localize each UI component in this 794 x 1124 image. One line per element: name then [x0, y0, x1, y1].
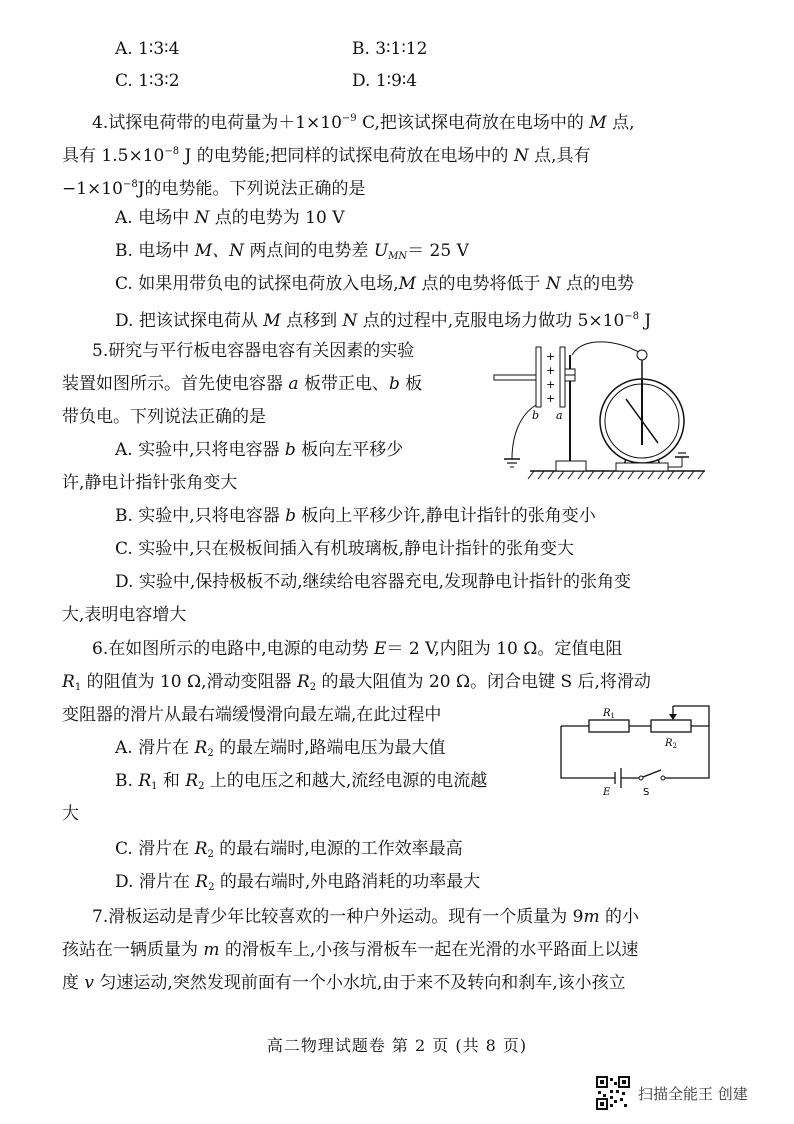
q3-option-b: B. 3∶1∶12 — [352, 39, 428, 59]
page-footer: 高二物理试题卷 第 2 页 (共 8 页) — [266, 1036, 528, 1055]
r2-label: $R_2$ — [665, 738, 677, 750]
plate-a-label: a — [556, 409, 563, 422]
r1-label: $R_1$ — [603, 708, 615, 720]
q4-stem-line2: 具有 $1.5\times 10^{-8}$ J 的电势能;把同样的试探电荷放在电场中的 N 点,具有 — [62, 146, 591, 166]
q6-stem-line2: $R_1$ 的阻值为 10 Ω,滑动变阻器 $R_2$ 的最大阻值为 20 Ω。闭合电键 S 后,将滑动 — [62, 672, 651, 693]
q4-stem-line3: $-1\times 10^{-8}J$的电势能。下列说法正确的是 — [62, 179, 366, 199]
q6-stem-line1: 6.在如图所示的电路中,电源的电动势 E＝ 2 V,内阻为 10 Ω。定值电阻 — [92, 639, 623, 659]
q3-option-a: A. 1∶3∶4 — [115, 39, 180, 59]
q5-stem-line2: 装置如图所示。首先使电容器 a 板带正电、b 板 — [62, 374, 423, 394]
plus-sign: + — [546, 364, 556, 377]
q5-option-c: C. 实验中,只在极板间插入有机玻璃板,静电计指针的张角变大 — [115, 539, 575, 559]
q7-stem-line2: 孩站在一辆质量为 m 的滑板车上,小孩与滑板车一起在光滑的水平路面上以速 — [62, 940, 639, 960]
q4-option-d: D. 把该试探电荷从 M 点移到 N 点的过程中,克服电场力做功 $5\times 10^{-8}$ J — [115, 311, 652, 331]
capacitor-electroscope-figure — [490, 335, 712, 487]
q4-option-a: A. 电场中 N 点的电势为 10 V — [115, 208, 345, 228]
scanner-watermark — [596, 1076, 748, 1110]
q6-option-c: C. 滑片在 $R_2$ 的最右端时,电源的工作效率最高 — [115, 839, 463, 860]
q5-option-d-line1: D. 实验中,保持极板不动,继续给电容器充电,发现静电计指针的张角变 — [115, 572, 632, 592]
plus-sign: + — [546, 392, 556, 405]
q4-stem-line1: 4.试探电荷带的电荷量为$+1\times 10^{-9}$ C,把该试探电荷放在电场中的 M 点, — [92, 113, 635, 133]
q5-option-d-line2: 大,表明电容增大 — [62, 605, 187, 625]
q4-option-c: C. 如果用带负电的试探电荷放入电场,M 点的电势将低于 N 点的电势 — [115, 274, 635, 294]
q7-stem-line1: 7.滑板运动是青少年比较喜欢的一种户外运动。现有一个质量为 9m 的小 — [92, 907, 639, 927]
circuit-figure — [555, 700, 717, 798]
watermark-text: 扫描全能王 创建 — [638, 1084, 748, 1103]
q6-option-b-line2: 大 — [62, 804, 79, 824]
q5-option-a-line1: A. 实验中,只将电容器 b 板向左平移少 — [115, 440, 404, 460]
plus-sign: + — [546, 350, 556, 363]
q6-option-a: A. 滑片在 $R_2$ 的最左端时,路端电压为最大值 — [115, 738, 446, 759]
q6-stem-line3: 变阻器的滑片从最右端缓慢滑向最左端,在此过程中 — [62, 705, 442, 725]
q7-stem-line3: 度 v 匀速运动,突然发现前面有一个小水坑,由于来不及转向和刹车,该小孩立 — [62, 973, 626, 993]
q6-option-d: D. 滑片在 $R_2$ 的最右端时,外电路消耗的功率最大 — [115, 872, 481, 893]
q5-option-a-line2: 许,静电计指针张角变大 — [62, 473, 238, 493]
q5-stem-line3: 带负电。下列说法正确的是 — [62, 407, 266, 427]
plus-sign: + — [546, 378, 556, 391]
e-label: E — [603, 787, 611, 798]
q6-option-b-line1: B. $R_1$ 和 $R_2$ 上的电压之和越大,流经电源的电流越 — [115, 771, 488, 792]
q5-stem-line1: 5.研究与平行板电容器电容有关因素的实验 — [92, 341, 415, 361]
s-label: S — [643, 787, 650, 798]
q3-option-d: D. 1∶9∶4 — [352, 71, 418, 91]
q4-option-b: B. 电场中 M、N 两点间的电势差 $U_{MN}= 25$ V — [115, 241, 469, 262]
qr-code-icon — [596, 1076, 630, 1110]
q5-option-b: B. 实验中,只将电容器 b 板向上平移少许,静电计指针的张角变小 — [115, 506, 596, 526]
q3-option-c: C. 1∶3∶2 — [115, 71, 180, 91]
plate-b-label: b — [532, 409, 540, 422]
